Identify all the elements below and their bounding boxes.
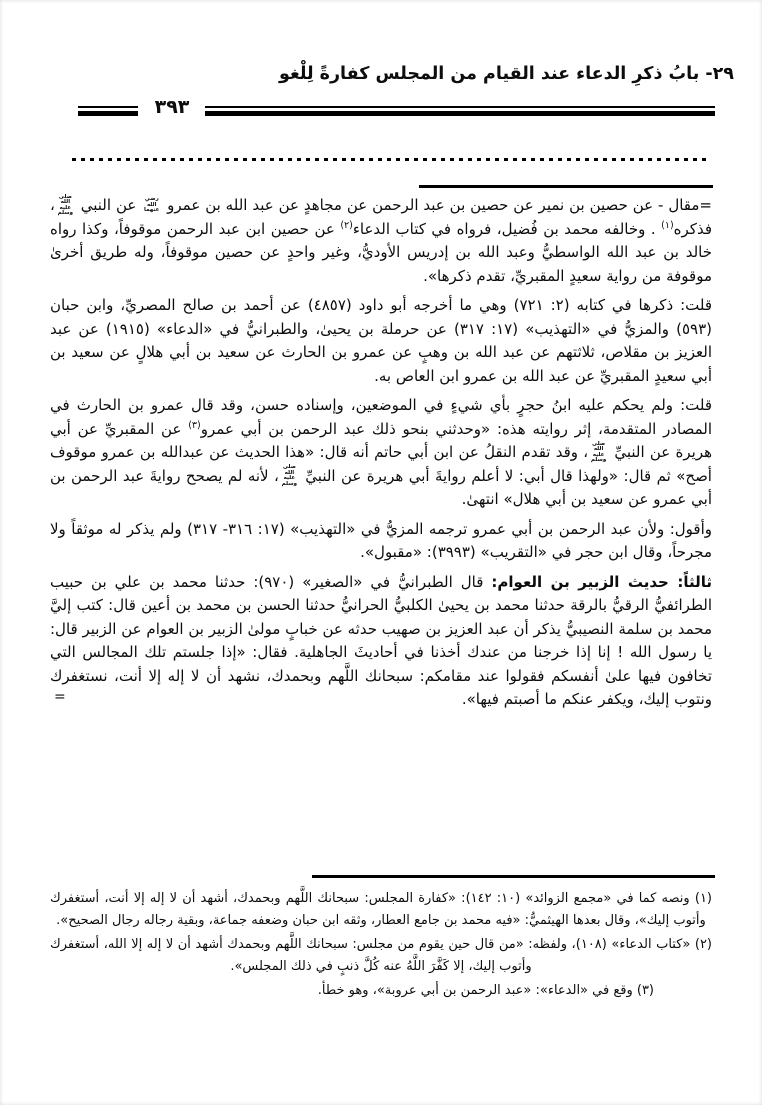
footnote-3: (٣) وقع في «الدعاء»: «عبد الرحمن بن أبي عروبة»، وهو خطأ. <box>317 983 654 998</box>
paragraph-zubayr-hadith: ثالثاً: حديث الزبير بن العوام: قال الطبرانيُّ في «الصغير» (٩٧٠): حدثنا محمد بن علي بن حبيب الطرائفيُّ الرقيُّ بالرقة حدثنا محمد بن يحيىٰ الكلبيُّ الحرانيُّ حدثنا الحسن بن محمد بن أعين قال: كتب إليَّ محمد بن سلمة النصيبيُّ يذكر أن عبد العزيز بن صهيب حدثه عن خبابٍ مولىٰ الزبير بن العوام عن الزبير قال: يا رسول الله ! إنا إذا خرجنا من عندك أخذنا في أحاديثَ الجاهلية. فقال: «إذا جلستم تلك المجالس التي تخافون فيها علىٰ أنفسكم فقولوا عند مقامكم: سبحانك اللَّهم وبحمدك، نشهد أن لا إله إلا أنت، نستغفرك ونتوب إليك، ويكفر عنكم ما أصبتم فيها». = <box>50 572 712 708</box>
body-text <box>50 194 712 718</box>
title-rule-thin-line <box>205 106 715 108</box>
dotted-separator <box>72 158 706 161</box>
paragraph-aqulu: وأقول: ولأن عبد الرحمن بن أبي عمرو ترجمه المزيُّ في «التهذيب» (١٧: ٣١٦- ٣١٧) ولم يذكر له موثقاً ولا مجرحاً، وقال ابن حجر في «التقريب» (٣٩٩٣): «مقبول». <box>50 519 712 561</box>
chapter-title: ٢٩- بابُ ذكرِ الدعاء عند القيام من المجلس كفارةً لِلْغو <box>279 64 734 84</box>
footnote-separator-rule <box>312 875 715 878</box>
footnote-1: (١) ونصه كما في «مجمع الزوائد» (١٠: ١٤٢): «كفارة المجلس: سبحانك اللَّهم وبحمدك، أشهد أن لا إله إلا أنت، أستغفرك وأتوب إليك»، وقال بعدها الهيثميُّ: «فيه محمد بن جامع العطار، وثقه ابن حبان وضعفه جماعة، وبقية رجاله رجال الصحيح». <box>50 891 712 928</box>
paragraph-qultu-sources: قلت: ذكرها في كتابه (٢: ٧٢١) وهي ما أخرجه أبو داود (٤٨٥٧) عن أحمد بن صالح المصريِّ، وابن حبان (٥٩٣) والمزيُّ في «التهذيب» (١٧: ٣١٧) عن حرملة بن يحيىٰ، والطبرانيُّ في «الدعاء» (١٩١٥) عن عبد العزيز بن مقلاص، ثلاثتهم عن عبد الله بن وهبٍ عن عمرو بن الحارث عن سعيد بن أبي هلالٍ عن سعيد بن أبي سعيدٍ المقبريِّ عن عبد الله بن عمرو ابن العاص به. <box>50 296 712 385</box>
page-number-rule-thin-line <box>78 106 138 108</box>
page-number-rule-thick-line <box>78 111 138 116</box>
footnotes-block <box>50 888 712 1005</box>
title-underline-rule <box>205 106 715 116</box>
page-number-rule <box>78 106 138 116</box>
footnote-2: (٢) «كتاب الدعاء» (١٠٨)، ولفظه: «من قال حين يقوم من مجلس: سبحانك اللَّهم وبحمدك أشهد أن لا إله إلا الله، أستغفرك وأتوب إليك، إلا كَفَّرَ اللَّهُ عنه كُلَّ ذنبٍ في ذلك المجلس». <box>50 937 712 974</box>
page-number: ٣٩٣ <box>154 96 190 118</box>
continuation-rule <box>419 185 713 188</box>
paragraph-continuation-isnad: =مقال - عن حصين بن نمير عن حصين بن عبد الرحمن عن مجاهدٍ عن عبد الله بن عمرو رضي الله عنهما عن النبي صلى الله عليه وسلم، فذكره$^{(١)}$ . وخالفه محمد بن فُضيل، فرواه في كتاب الدعاء$^{(٢)}$ عن حصين ابن عبد الرحمن موقوفاً، وكذا رواه خالد بن عبد الله الواسطيُّ وعبد الله بن إدريس الأوديُّ، وغير واحدٍ عن حصين موقوفاً، وله طريق أخرىٰ موقوفة من رواية سعيدٍ المقبريِّ، تقدم ذكرها». <box>50 193 712 285</box>
title-rule-thick-line <box>205 111 715 116</box>
paragraph-qultu-grading: قلت: ولم يحكم عليه ابنُ حجرٍ بأي شيءٍ في الموضعين، وإسناده حسن، وقد قال عمرو بن الحارث في المصادر المتقدمة، إثر روايته هذه: «وحدثني بنحو ذلك عبد الرحمن بن أبي عمرو$^{(٣)}$ عن المقبريِّ عن أبي هريرة عن النبيِّ صلى الله عليه وسلم، وقد تقدم النقلُ عن ابن أبي حاتم أنه قال: «هذا الحديث عن عبدالله بن عمرو موقوف أصح» ثم قال: «ولهذا قال أبي: لا أعلم روايةَ أبي هريرة عن النبيِّ صلى الله عليه وسلم، لأنه لم يصحح روايةَ عبد الرحمن بن أبي عمرو عن سعيد بن أبي هلال» انتهىٰ. <box>50 396 712 508</box>
